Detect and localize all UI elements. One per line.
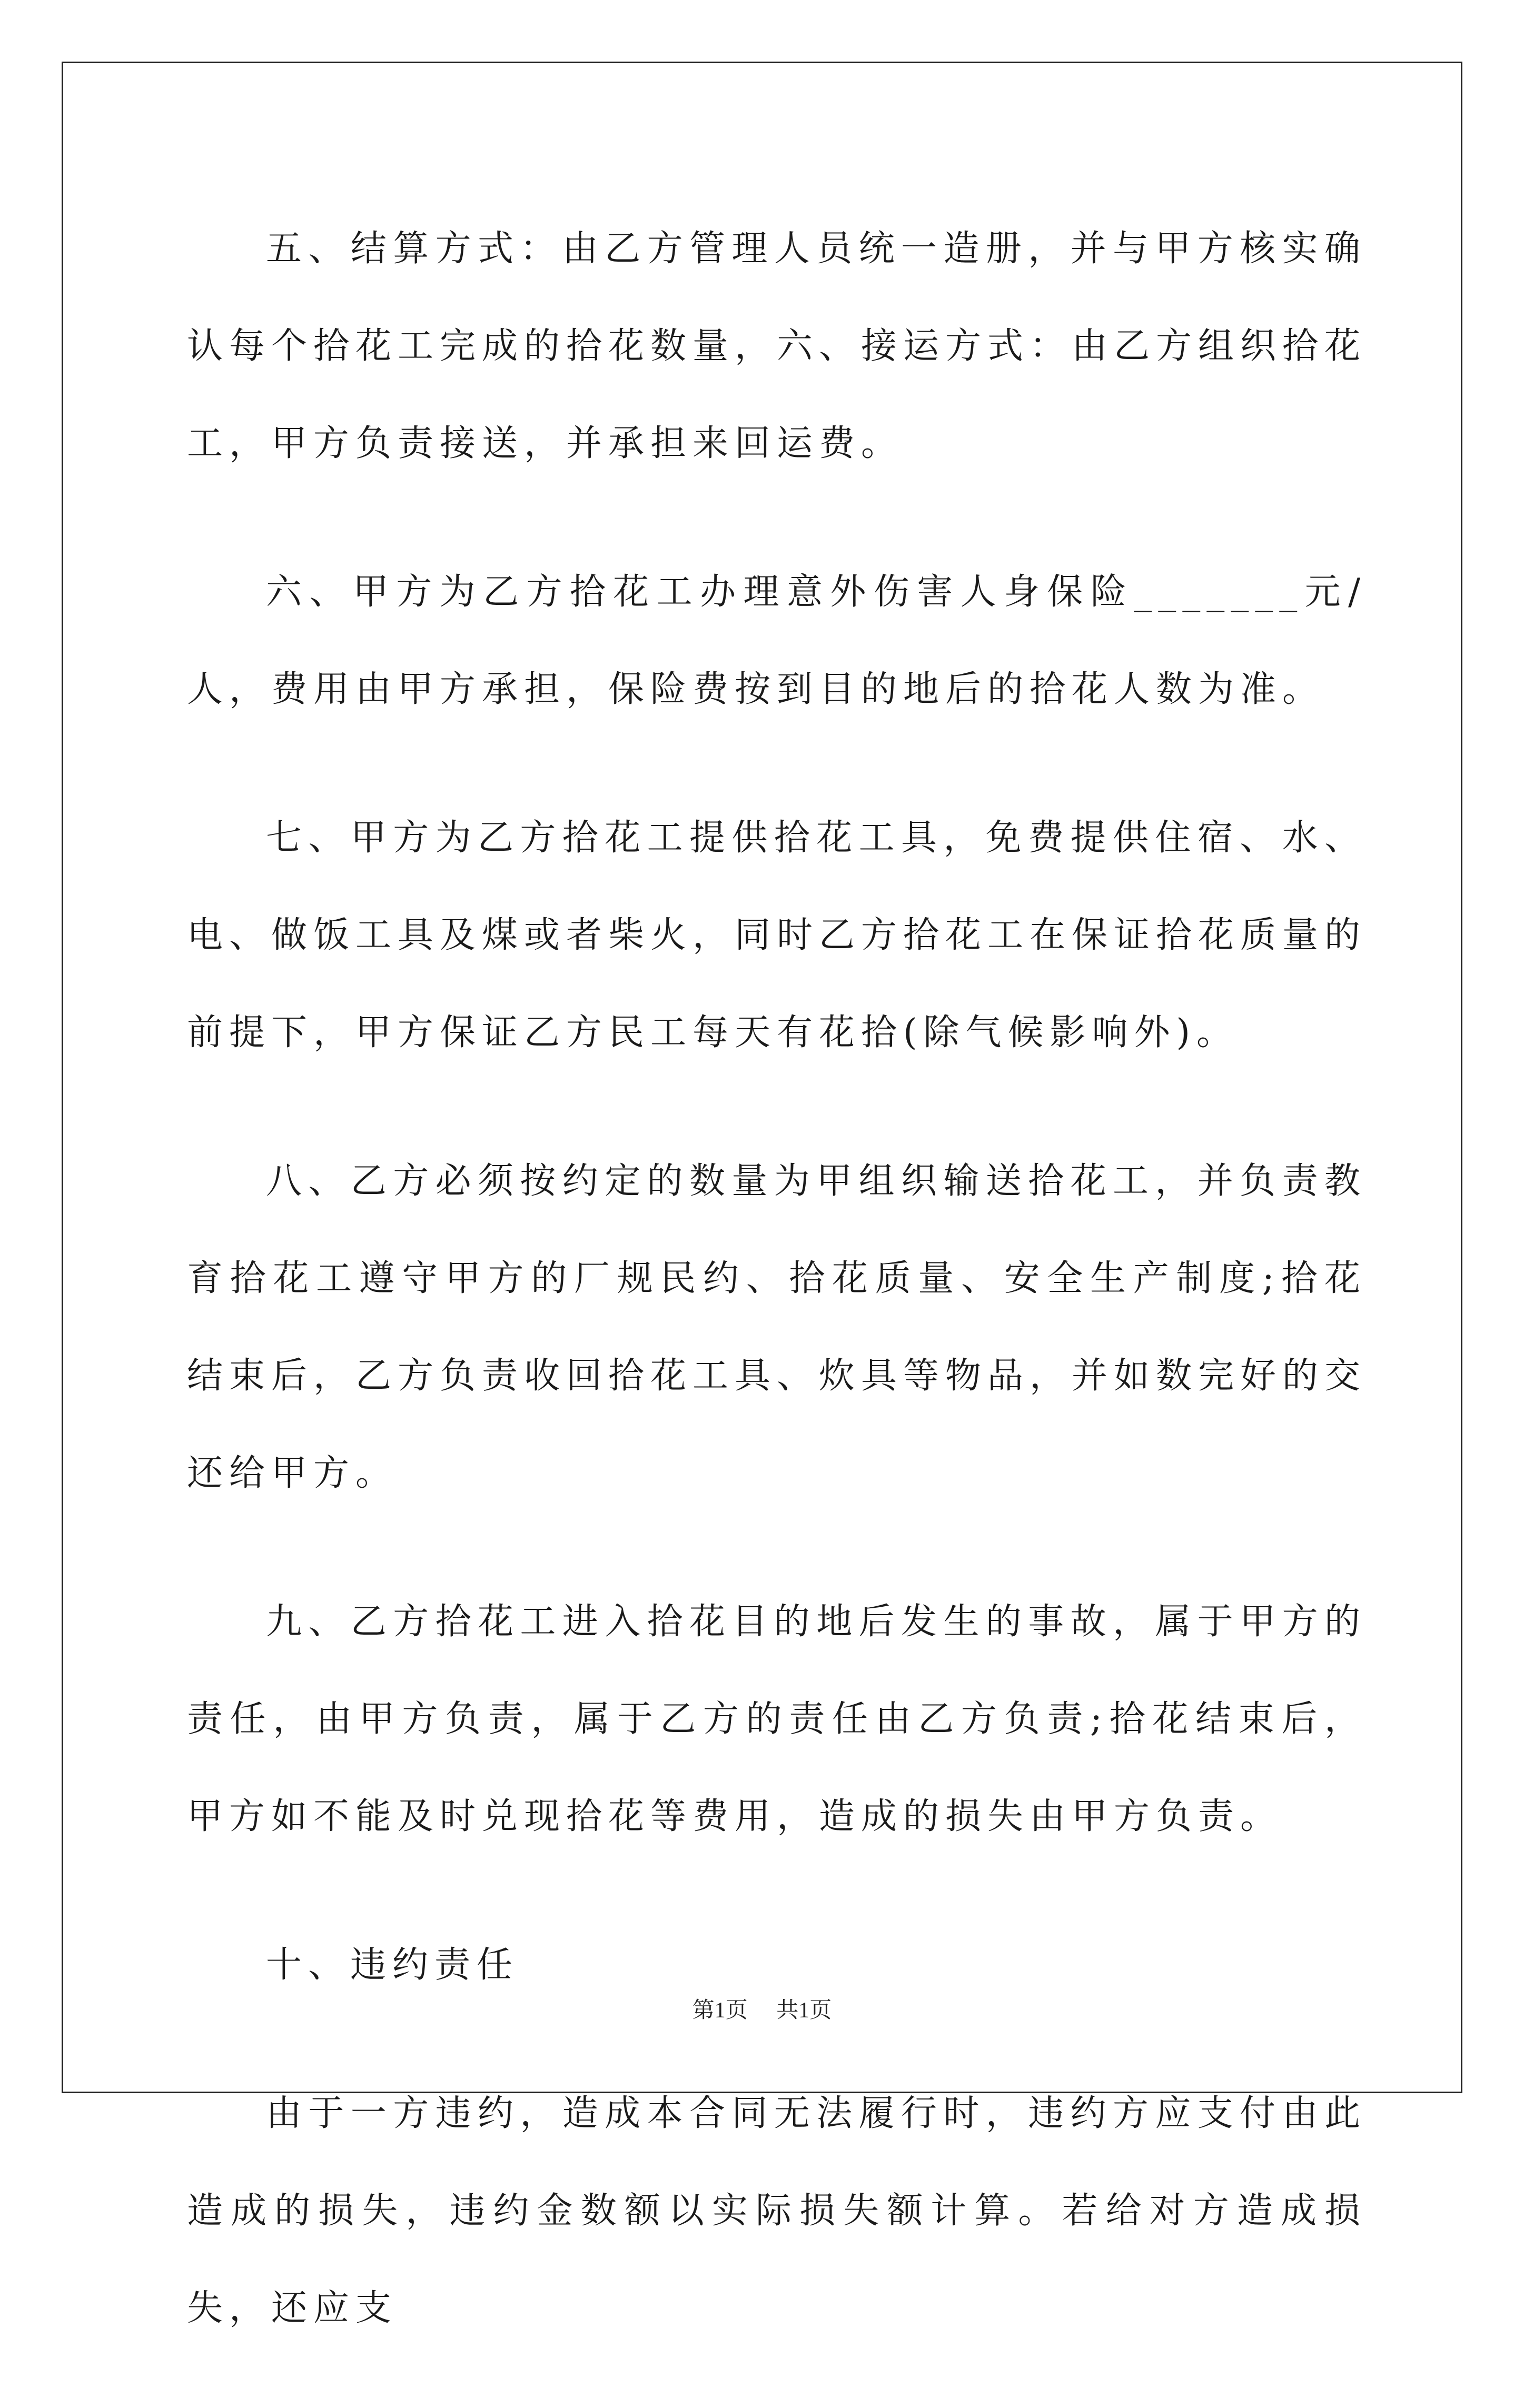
clause-10-heading: 十、违约责任 [266, 1944, 519, 1986]
clause-7-tools-lodging: 七、甲方为乙方拾花工提供拾花工具，免费提供住宿、水、电、做饭工具及煤或者柴火，同时乙方拾花工在保证拾花质量的前提下，甲方保证乙方民工每天有花拾(除气候影响外)。 [187, 817, 1367, 1053]
document-body [187, 200, 1367, 2408]
clause-5-settlement: 五、结算方式：由乙方管理人员统一造册，并与甲方核实确认每个拾花工完成的拾花数量，六、接运方式：由乙方组织拾花工，甲方负责接送，并承担来回运费。 [187, 228, 1367, 464]
clause-6-insurance: 六、甲方为乙方拾花工办理意外伤害人身保险_______元/人，费用由甲方承担，保险费按到目的地后的拾花人数为准。 [187, 571, 1367, 710]
page-footer [0, 1993, 1524, 2024]
clause-9-accidents: 九、乙方拾花工进入拾花目的地后发生的事故，属于甲方的责任，由甲方负责，属于乙方的责任由乙方负责;拾花结束后，甲方如不能及时兑现拾花等费用，造成的损失由甲方负责。 [187, 1601, 1367, 1837]
page-total: 共1页 [776, 1998, 832, 2023]
clause-10-text: 由于一方违约，造成本合同无法履行时，违约方应支付由此造成的损失，违约金数额以实际损失额计算。若给对方造成损失，还应支 [187, 2093, 1367, 2329]
page-number: 第1页 [692, 1998, 748, 2023]
clause-8-obligations: 八、乙方必须按约定的数量为甲组织输送拾花工，并负责教育拾花工遵守甲方的厂规民约、拾花质量、安全生产制度;拾花结束后，乙方负责收回拾花工具、炊具等物品，并如数完好的交还给甲方。 [187, 1160, 1367, 1494]
